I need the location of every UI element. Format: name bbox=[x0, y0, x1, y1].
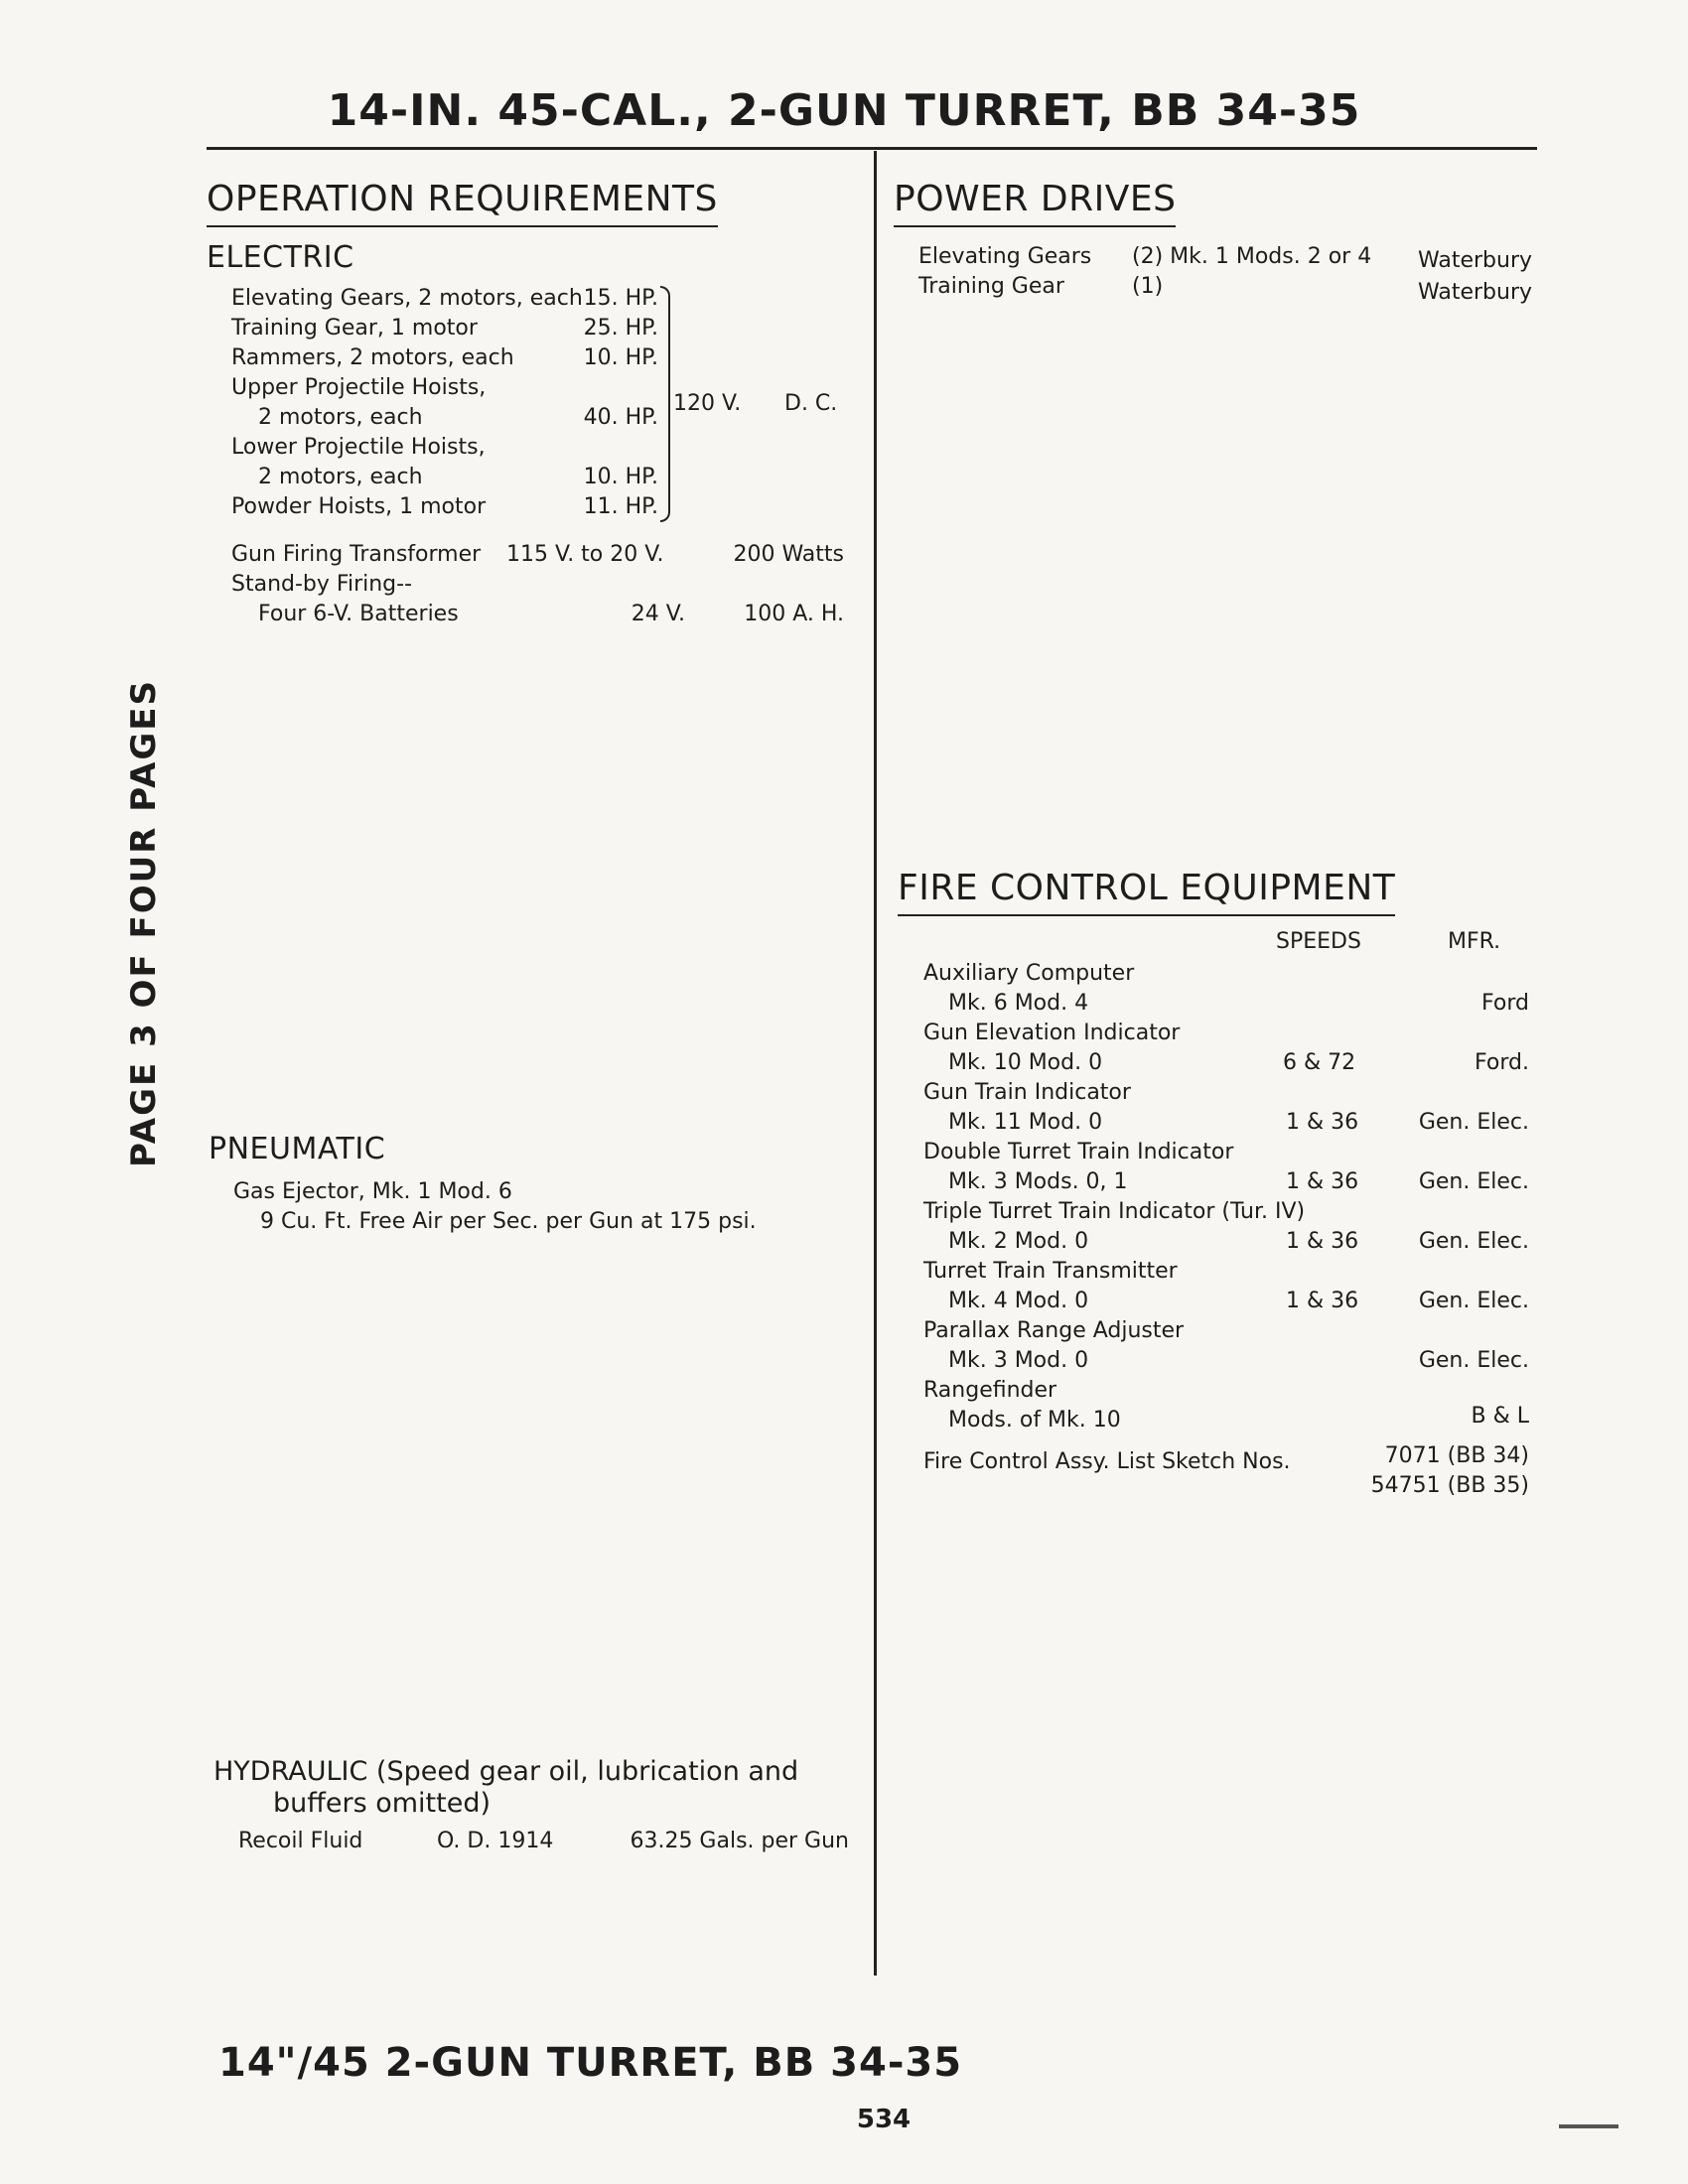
electric-row-label: Elevating Gears, 2 motors, each bbox=[231, 286, 583, 311]
equipment-name: Turret Train Transmitter bbox=[923, 1259, 1178, 1284]
mfr-column-header: MFR. bbox=[1448, 929, 1501, 954]
power-drive-mfr: Waterbury bbox=[1418, 280, 1533, 305]
electric-row-label: 2 motors, each bbox=[258, 405, 423, 430]
equipment-speeds: 1 & 36 bbox=[1286, 1110, 1359, 1135]
assy-list-value-bb35: 54751 (BB 35) bbox=[1370, 1473, 1529, 1498]
equipment-mfr: Ford bbox=[1481, 991, 1529, 1016]
electric-row-label: Rammers, 2 motors, each bbox=[231, 345, 514, 370]
fire-control-heading: FIRE CONTROL EQUIPMENT bbox=[898, 868, 1395, 916]
page-title: 14-IN. 45-CAL., 2-GUN TURRET, BB 34-35 bbox=[327, 85, 1361, 136]
recoil-fluid-amount: 63.25 Gals. per Gun bbox=[630, 1829, 849, 1853]
equipment-model: Mk. 6 Mod. 4 bbox=[948, 991, 1089, 1016]
electric-heading: ELECTRIC bbox=[207, 240, 354, 275]
equipment-name: Parallax Range Adjuster bbox=[923, 1318, 1185, 1343]
hydraulic-heading: HYDRAULIC (Speed gear oil, lubrication and bbox=[213, 1756, 799, 1787]
equipment-speeds: 1 & 36 bbox=[1286, 1229, 1359, 1254]
equipment-speeds: 1 & 36 bbox=[1286, 1289, 1359, 1313]
equipment-name: Double Turret Train Indicator bbox=[923, 1140, 1234, 1164]
standby-label: Stand-by Firing-- bbox=[231, 572, 413, 597]
operation-requirements-heading: OPERATION REQUIREMENTS bbox=[207, 179, 718, 227]
electric-row-value: 25. HP. bbox=[583, 316, 658, 341]
equipment-model: Mk. 10 Mod. 0 bbox=[948, 1050, 1103, 1075]
electric-row-label: Upper Projectile Hoists, bbox=[231, 375, 487, 400]
firing-transformer-rating: 200 Watts bbox=[733, 542, 844, 567]
electric-row-label: Lower Projectile Hoists, bbox=[231, 435, 486, 460]
page-number: 534 bbox=[856, 2105, 912, 2134]
standby-sub-label: Four 6-V. Batteries bbox=[258, 602, 459, 626]
assy-list-value-bb34: 7071 (BB 34) bbox=[1384, 1443, 1529, 1468]
recoil-fluid-label: Recoil Fluid bbox=[238, 1829, 363, 1853]
equipment-mfr: B & L bbox=[1471, 1404, 1529, 1429]
electric-row-label: Training Gear, 1 motor bbox=[231, 316, 478, 341]
equipment-name: Gun Elevation Indicator bbox=[923, 1021, 1181, 1045]
top-divider bbox=[207, 147, 1537, 150]
equipment-name: Rangefinder bbox=[923, 1378, 1057, 1403]
corner-mark bbox=[1559, 2124, 1618, 2128]
page-indicator: PAGE 3 OF FOUR PAGES bbox=[124, 678, 164, 1168]
grouping-bracket bbox=[660, 286, 670, 522]
equipment-mfr: Ford. bbox=[1475, 1050, 1529, 1075]
equipment-mfr: Gen. Elec. bbox=[1418, 1110, 1529, 1135]
power-drive-mfr: Waterbury bbox=[1418, 248, 1533, 273]
equipment-model: Mk. 3 Mod. 0 bbox=[948, 1348, 1089, 1373]
firing-transformer-voltage: 115 V. to 20 V. bbox=[506, 542, 664, 567]
equipment-mfr: Gen. Elec. bbox=[1418, 1169, 1529, 1194]
electric-row-value: 11. HP. bbox=[583, 494, 658, 519]
power-drives-heading: POWER DRIVES bbox=[894, 179, 1176, 227]
equipment-model: Mods. of Mk. 10 bbox=[948, 1408, 1121, 1433]
pneumatic-heading: PNEUMATIC bbox=[209, 1132, 386, 1166]
equipment-name: Gun Train Indicator bbox=[923, 1080, 1131, 1105]
supply-type: D. C. bbox=[784, 391, 838, 416]
equipment-mfr: Gen. Elec. bbox=[1418, 1229, 1529, 1254]
assy-list-label: Fire Control Assy. List Sketch Nos. bbox=[923, 1449, 1291, 1474]
equipment-model: Mk. 11 Mod. 0 bbox=[948, 1110, 1103, 1135]
firing-transformer-label: Gun Firing Transformer bbox=[231, 542, 482, 567]
electric-row-value: 10. HP. bbox=[583, 465, 658, 489]
equipment-model: Mk. 2 Mod. 0 bbox=[948, 1229, 1089, 1254]
pneumatic-line-1: Gas Ejector, Mk. 1 Mod. 6 bbox=[233, 1179, 512, 1204]
equipment-mfr: Gen. Elec. bbox=[1418, 1289, 1529, 1313]
standby-voltage: 24 V. bbox=[631, 602, 685, 626]
recoil-fluid-spec: O. D. 1914 bbox=[437, 1829, 554, 1853]
equipment-speeds: 1 & 36 bbox=[1286, 1169, 1359, 1194]
equipment-speeds: 6 & 72 bbox=[1283, 1050, 1356, 1075]
electric-row-label: Powder Hoists, 1 motor bbox=[231, 494, 487, 519]
column-divider bbox=[874, 151, 877, 1976]
equipment-name: Triple Turret Train Indicator (Tur. IV) bbox=[923, 1199, 1306, 1224]
supply-voltage: 120 V. bbox=[673, 391, 742, 416]
standby-rating: 100 A. H. bbox=[744, 602, 844, 626]
equipment-model: Mk. 3 Mods. 0, 1 bbox=[948, 1169, 1128, 1194]
electric-row-value: 40. HP. bbox=[583, 405, 658, 430]
power-drive-qty: (2) Mk. 1 Mods. 2 or 4 bbox=[1132, 244, 1372, 269]
hydraulic-heading-continued: buffers omitted) bbox=[273, 1788, 491, 1819]
power-drive-label: Elevating Gears bbox=[918, 244, 1092, 269]
power-drive-qty: (1) bbox=[1132, 274, 1164, 299]
equipment-mfr: Gen. Elec. bbox=[1418, 1348, 1529, 1373]
power-drive-label: Training Gear bbox=[918, 274, 1064, 299]
equipment-name: Auxiliary Computer bbox=[923, 961, 1135, 986]
footer-title: 14"/45 2-GUN TURRET, BB 34-35 bbox=[218, 2040, 963, 2086]
electric-row-label: 2 motors, each bbox=[258, 465, 423, 489]
pneumatic-line-2: 9 Cu. Ft. Free Air per Sec. per Gun at 175 psi. bbox=[260, 1209, 757, 1234]
equipment-model: Mk. 4 Mod. 0 bbox=[948, 1289, 1089, 1313]
electric-row-value: 15. HP. bbox=[583, 286, 658, 311]
electric-row-value: 10. HP. bbox=[583, 345, 658, 370]
speeds-column-header: SPEEDS bbox=[1276, 929, 1361, 954]
